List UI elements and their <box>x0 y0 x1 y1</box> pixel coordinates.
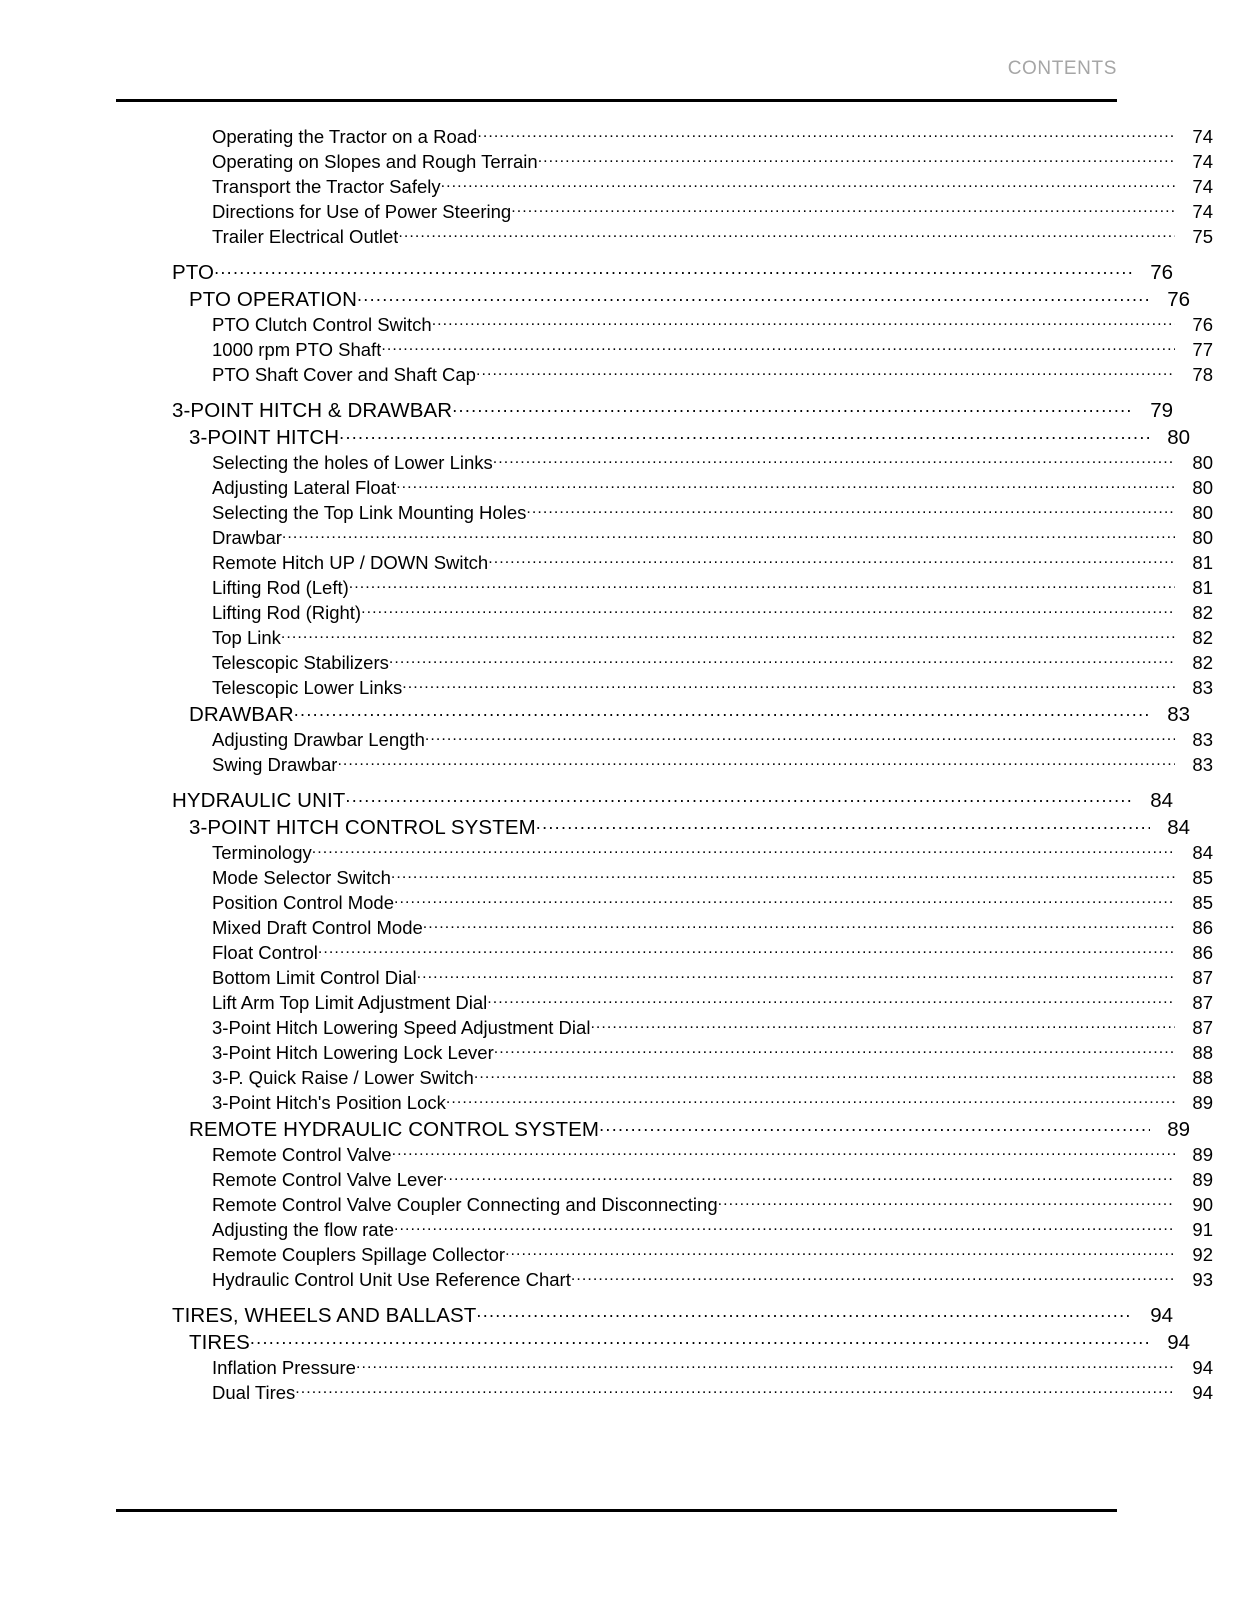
toc-dot-leader <box>432 312 1175 331</box>
toc-dot-leader <box>571 1267 1175 1286</box>
toc-entry-page-number: 89 <box>1192 1143 1213 1165</box>
toc-entry-page-number: 80 <box>1192 501 1213 523</box>
toc-entry[interactable] <box>116 450 1213 475</box>
toc-dot-leader <box>417 965 1175 984</box>
toc-entry-label: Adjusting the flow rate <box>212 1218 395 1240</box>
toc-entry[interactable] <box>116 700 1190 727</box>
toc-entry-page-number: 83 <box>1192 753 1213 775</box>
toc-dot-leader <box>337 752 1175 771</box>
toc-entry-label: Remote Control Valve Coupler Connecting and Disconnecting <box>212 1193 718 1215</box>
toc-entry[interactable] <box>116 1115 1190 1142</box>
toc-entry-page-number: 88 <box>1192 1041 1213 1063</box>
toc-dot-leader <box>402 675 1175 694</box>
toc-dot-leader <box>599 1115 1150 1136</box>
toc-entry-page-number: 80 <box>1167 425 1190 449</box>
toc-entry[interactable] <box>116 1167 1213 1192</box>
toc-entry-page-number: 92 <box>1192 1243 1213 1265</box>
toc-dot-leader <box>505 1242 1175 1261</box>
toc-entry-label: Mode Selector Switch <box>212 866 391 888</box>
toc-entry-label: Drawbar <box>212 526 282 548</box>
toc-entry-page-number: 76 <box>1167 287 1190 311</box>
toc-entry[interactable] <box>116 915 1213 940</box>
toc-entry-page-number: 81 <box>1192 576 1213 598</box>
toc-dot-leader <box>477 124 1175 143</box>
toc-dot-leader <box>494 1040 1175 1059</box>
toc-entry[interactable] <box>116 727 1213 752</box>
toc-entry[interactable] <box>116 1328 1190 1355</box>
toc-entry-label: Selecting the holes of Lower Links <box>212 451 493 473</box>
toc-entry-page-number: 74 <box>1192 200 1213 222</box>
toc-dot-leader <box>443 1167 1175 1186</box>
toc-entry-page-number: 83 <box>1192 676 1213 698</box>
toc-entry-page-number: 84 <box>1150 788 1173 812</box>
toc-entry-label: Inflation Pressure <box>212 1356 356 1378</box>
toc-group <box>116 258 1213 387</box>
toc-group <box>116 124 1213 249</box>
toc-entry-page-number: 94 <box>1150 1303 1173 1327</box>
toc-entry-label: Telescopic Stabilizers <box>212 651 389 673</box>
toc-entry[interactable] <box>116 475 1213 500</box>
toc-group <box>116 396 1213 777</box>
toc-dot-leader <box>281 625 1175 644</box>
toc-dot-leader <box>718 1192 1175 1211</box>
toc-entry-page-number: 74 <box>1192 175 1213 197</box>
toc-entry[interactable] <box>116 224 1213 249</box>
toc-entry[interactable] <box>116 1015 1213 1040</box>
toc-entry-page-number: 85 <box>1192 891 1213 913</box>
toc-dot-leader <box>441 174 1175 193</box>
toc-dot-leader <box>536 813 1150 834</box>
toc-entry-label: Position Control Mode <box>212 891 395 913</box>
toc-entry-label: TIRES, WHEELS AND BALLAST <box>172 1303 477 1327</box>
toc-dot-leader <box>381 337 1175 356</box>
toc-entry-label: Transport the Tractor Safely <box>212 175 441 197</box>
toc-entry-page-number: 91 <box>1192 1218 1213 1240</box>
table-of-contents <box>116 124 1213 1405</box>
toc-entry-page-number: 83 <box>1167 702 1190 726</box>
toc-entry-label: Lifting Rod (Right) <box>212 601 362 623</box>
toc-dot-leader <box>487 990 1175 1009</box>
toc-entry-page-number: 94 <box>1192 1356 1213 1378</box>
toc-entry-label: Remote Couplers Spillage Collector <box>212 1243 506 1265</box>
header-divider-rule <box>116 99 1117 102</box>
toc-entry[interactable] <box>116 149 1213 174</box>
toc-dot-leader <box>511 199 1175 218</box>
toc-entry-page-number: 85 <box>1192 866 1213 888</box>
toc-entry-label: 3-P. Quick Raise / Lower Switch <box>212 1066 474 1088</box>
toc-dot-leader <box>357 285 1150 306</box>
toc-dot-leader <box>312 840 1175 859</box>
toc-entry[interactable] <box>116 890 1213 915</box>
toc-dot-leader <box>476 362 1175 381</box>
toc-entry[interactable] <box>116 600 1213 625</box>
toc-entry-page-number: 88 <box>1192 1066 1213 1088</box>
toc-dot-leader <box>476 1301 1133 1322</box>
toc-entry-page-number: 90 <box>1192 1193 1213 1215</box>
toc-entry-label: 3-Point Hitch's Position Lock <box>212 1091 446 1113</box>
toc-entry[interactable] <box>116 625 1213 650</box>
toc-entry[interactable] <box>116 423 1190 450</box>
toc-entry[interactable] <box>116 396 1173 423</box>
toc-entry-page-number: 74 <box>1192 125 1213 147</box>
toc-entry-page-number: 87 <box>1192 966 1213 988</box>
toc-dot-leader <box>493 450 1175 469</box>
toc-entry[interactable] <box>116 1242 1213 1267</box>
toc-dot-leader <box>294 700 1150 721</box>
toc-entry-label: TIRES <box>189 1330 250 1354</box>
toc-entry[interactable] <box>116 1355 1213 1380</box>
toc-entry-label: 1000 rpm PTO Shaft <box>212 338 382 360</box>
toc-entry[interactable] <box>116 575 1213 600</box>
toc-dot-leader <box>295 1380 1175 1399</box>
toc-entry[interactable] <box>116 258 1173 285</box>
toc-entry[interactable] <box>116 337 1213 362</box>
toc-dot-leader <box>394 890 1175 909</box>
page-header <box>116 58 1117 80</box>
footer-divider-rule <box>116 1509 1117 1512</box>
toc-entry-page-number: 82 <box>1192 651 1213 673</box>
toc-entry-page-number: 84 <box>1167 815 1190 839</box>
toc-entry-label: Float Control <box>212 941 318 963</box>
toc-entry[interactable] <box>116 813 1190 840</box>
toc-entry-label: Swing Drawbar <box>212 753 338 775</box>
toc-entry-label: Telescopic Lower Links <box>212 676 403 698</box>
toc-entry-page-number: 84 <box>1192 841 1213 863</box>
toc-dot-leader <box>425 727 1175 746</box>
toc-entry[interactable] <box>116 500 1213 525</box>
toc-entry[interactable] <box>116 1267 1213 1292</box>
toc-entry-label: Terminology <box>212 841 312 863</box>
toc-entry-label: Remote Control Valve Lever <box>212 1168 444 1190</box>
toc-entry-page-number: 93 <box>1192 1268 1213 1290</box>
toc-entry-label: PTO OPERATION <box>189 287 357 311</box>
toc-entry[interactable] <box>116 1217 1213 1242</box>
toc-entry-label: 3-POINT HITCH & DRAWBAR <box>172 398 453 422</box>
toc-dot-leader <box>361 600 1175 619</box>
toc-group <box>116 786 1213 1292</box>
toc-entry-page-number: 76 <box>1150 260 1173 284</box>
toc-entry[interactable] <box>116 124 1213 149</box>
toc-entry-page-number: 80 <box>1192 476 1213 498</box>
toc-dot-leader <box>282 525 1175 544</box>
toc-dot-leader <box>392 1142 1175 1161</box>
toc-entry[interactable] <box>116 965 1213 990</box>
toc-entry[interactable] <box>116 752 1213 777</box>
toc-entry-page-number: 87 <box>1192 991 1213 1013</box>
toc-entry-page-number: 80 <box>1192 526 1213 548</box>
toc-entry-page-number: 89 <box>1192 1168 1213 1190</box>
toc-dot-leader <box>446 1090 1175 1109</box>
toc-entry-page-number: 89 <box>1192 1091 1213 1113</box>
toc-entry-label: Mixed Draft Control Mode <box>212 916 423 938</box>
toc-entry[interactable] <box>116 1380 1213 1405</box>
toc-entry-page-number: 94 <box>1167 1330 1190 1354</box>
toc-entry-label: Remote Control Valve <box>212 1143 392 1165</box>
toc-dot-leader <box>423 915 1175 934</box>
toc-entry-label: Operating on Slopes and Rough Terrain <box>212 150 538 172</box>
toc-group <box>116 1301 1213 1405</box>
toc-entry[interactable] <box>116 362 1213 387</box>
toc-entry[interactable] <box>116 1090 1213 1115</box>
toc-dot-leader <box>538 149 1175 168</box>
toc-dot-leader <box>391 865 1175 884</box>
toc-entry-page-number: 86 <box>1192 916 1213 938</box>
toc-entry-page-number: 86 <box>1192 941 1213 963</box>
toc-dot-leader <box>526 500 1175 519</box>
toc-entry[interactable] <box>116 1065 1213 1090</box>
toc-entry-page-number: 87 <box>1192 1016 1213 1038</box>
toc-entry-page-number: 78 <box>1192 363 1213 385</box>
toc-dot-leader <box>349 575 1175 594</box>
toc-entry-label: PTO <box>172 260 215 284</box>
toc-dot-leader <box>318 940 1175 959</box>
toc-entry[interactable] <box>116 1040 1213 1065</box>
toc-dot-leader <box>452 396 1133 417</box>
toc-dot-leader <box>214 258 1133 279</box>
toc-entry-page-number: 80 <box>1192 451 1213 473</box>
toc-entry-page-number: 82 <box>1192 626 1213 648</box>
toc-entry-label: Trailer Electrical Outlet <box>212 225 399 247</box>
toc-entry-label: Bottom Limit Control Dial <box>212 966 417 988</box>
toc-entry-page-number: 82 <box>1192 601 1213 623</box>
toc-entry-label: Lift Arm Top Limit Adjustment Dial <box>212 991 488 1013</box>
toc-entry-label: Operating the Tractor on a Road <box>212 125 478 147</box>
toc-dot-leader <box>398 224 1175 243</box>
toc-entry[interactable] <box>116 174 1213 199</box>
toc-dot-leader <box>488 550 1175 569</box>
toc-entry-label: REMOTE HYDRAULIC CONTROL SYSTEM <box>189 1117 600 1141</box>
toc-entry-label: Adjusting Lateral Float <box>212 476 397 498</box>
toc-entry-page-number: 94 <box>1192 1381 1213 1403</box>
toc-dot-leader <box>345 786 1133 807</box>
toc-entry[interactable] <box>116 525 1213 550</box>
toc-entry-label: 3-POINT HITCH CONTROL SYSTEM <box>189 815 536 839</box>
toc-entry-page-number: 74 <box>1192 150 1213 172</box>
toc-entry-label: Selecting the Top Link Mounting Holes <box>212 501 527 523</box>
toc-entry-label: PTO Shaft Cover and Shaft Cap <box>212 363 476 385</box>
toc-dot-leader <box>474 1065 1175 1084</box>
toc-entry[interactable] <box>116 550 1213 575</box>
toc-entry-page-number: 81 <box>1192 551 1213 573</box>
toc-entry-page-number: 83 <box>1192 728 1213 750</box>
toc-entry[interactable] <box>116 199 1213 224</box>
toc-entry-page-number: 76 <box>1192 313 1213 335</box>
toc-entry-label: Top Link <box>212 626 281 648</box>
toc-entry[interactable] <box>116 1142 1213 1167</box>
toc-entry-label: HYDRAULIC UNIT <box>172 788 346 812</box>
toc-entry-label: Remote Hitch UP / DOWN Switch <box>212 551 489 573</box>
toc-dot-leader <box>590 1015 1175 1034</box>
toc-dot-leader <box>394 1217 1175 1236</box>
toc-entry[interactable] <box>116 940 1213 965</box>
toc-entry[interactable] <box>116 285 1190 312</box>
toc-entry-label: 3-Point Hitch Lowering Lock Lever <box>212 1041 494 1063</box>
toc-entry[interactable] <box>116 865 1213 890</box>
toc-entry[interactable] <box>116 650 1213 675</box>
toc-entry[interactable] <box>116 675 1213 700</box>
toc-entry[interactable] <box>116 312 1213 337</box>
toc-entry[interactable] <box>116 840 1213 865</box>
toc-entry[interactable] <box>116 990 1213 1015</box>
toc-entry-label: Adjusting Drawbar Length <box>212 728 425 750</box>
toc-entry-label: DRAWBAR <box>189 702 294 726</box>
toc-entry-label: Hydraulic Control Unit Use Reference Chart <box>212 1268 571 1290</box>
toc-entry[interactable] <box>116 786 1173 813</box>
toc-entry-page-number: 89 <box>1167 1117 1190 1141</box>
toc-dot-leader <box>339 423 1150 444</box>
toc-entry-page-number: 75 <box>1192 225 1213 247</box>
toc-entry-label: Directions for Use of Power Steering <box>212 200 512 222</box>
toc-entry-label: Dual Tires <box>212 1381 296 1403</box>
toc-entry-label: PTO Clutch Control Switch <box>212 313 432 335</box>
toc-entry-label: 3-POINT HITCH <box>189 425 340 449</box>
toc-dot-leader <box>250 1328 1150 1349</box>
toc-entry-label: 3-Point Hitch Lowering Speed Adjustment Dial <box>212 1016 591 1038</box>
toc-entry[interactable] <box>116 1301 1173 1328</box>
toc-dot-leader <box>396 475 1175 494</box>
toc-dot-leader <box>356 1355 1175 1374</box>
toc-dot-leader <box>389 650 1175 669</box>
toc-entry[interactable] <box>116 1192 1213 1217</box>
page-header-title: CONTENTS <box>1007 58 1117 79</box>
toc-entry-page-number: 77 <box>1192 338 1213 360</box>
toc-entry-label: Lifting Rod (Left) <box>212 576 349 598</box>
toc-entry-page-number: 79 <box>1150 398 1173 422</box>
